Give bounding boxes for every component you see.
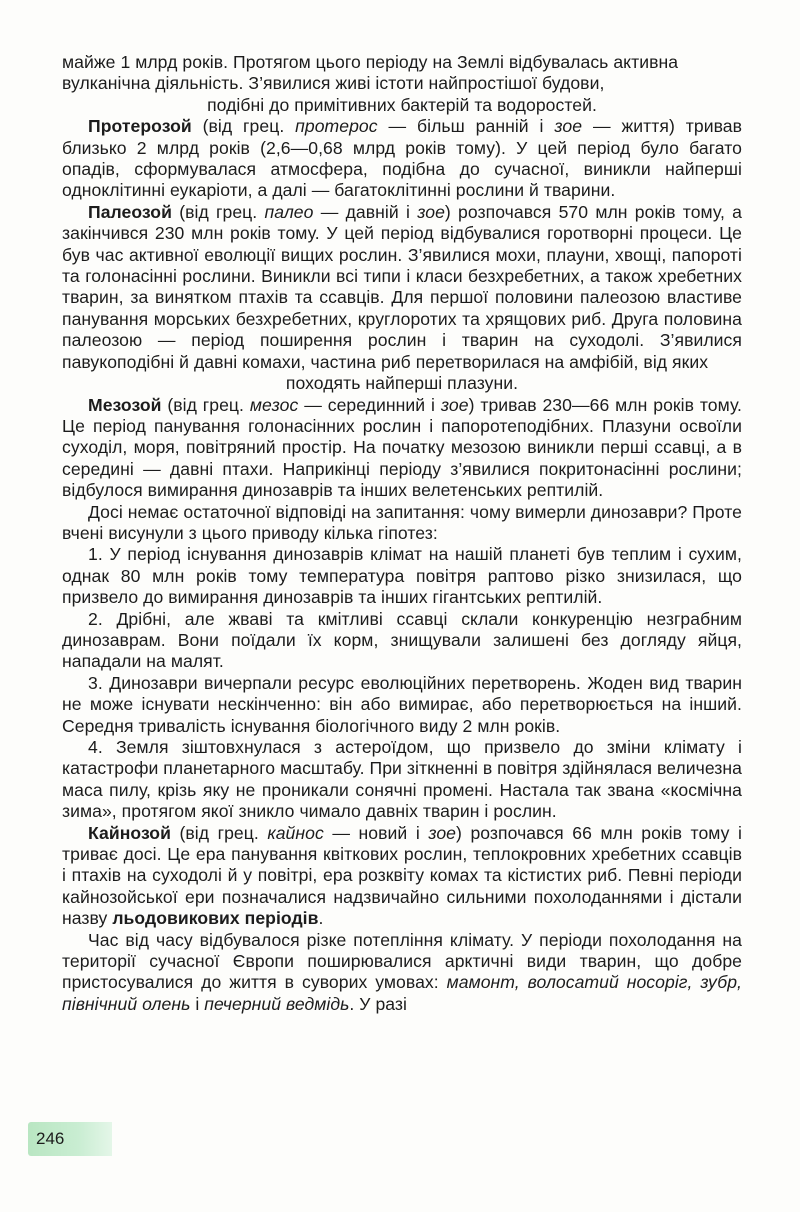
term-cenozoic: Кайнозой	[88, 822, 171, 843]
term-mesozoic: Мезозой	[88, 394, 162, 415]
hypothesis-item: 1. У період існування динозаврів клімат на нашій планеті був теплим і сухим, однак 80 млн років тому температура повітря раптово різко знизилася, що призвело до вимирання динозаврів та інших гігантських рептилій.	[62, 544, 742, 608]
intro-line: майже 1 млрд років. Протягом цього періоду на Землі відбувалась активна	[62, 52, 679, 72]
page-number-tab	[28, 1122, 112, 1156]
hypothesis-item: 2. Дрібні, але жваві та кмітливі ссавці склали конкуренцію незграбним динозаврам. Вони поїдали їх корм, знищували залишені без догляду яйця, нападали на малят.	[62, 608, 742, 672]
page-number: 246	[36, 1129, 65, 1148]
paragraph-paleozoic: Палеозой (від грец. палео — давній і зое) розпочався 570 млн років тому, а закінчився 230 млн років тому. У цей період відбувалися горотворні процеси. Це був час активної еволюції вищих рослин. З’явилися мохи, плауни, хвощі, папороті та голонасінні рослини. Виникли всі типи і класи безхребетних, а також хребетних тварин, за винятком птахів та ссавців. Для першої половини палеозою властиве панування морських безхребетних, круглоротих та хрящових риб. Друга половина палеозою — період поширення рослин і тварин на суходолі. З’явилися павукоподібні й давні комахи, частина риб перетворилася на амфібій, від яких	[62, 201, 742, 372]
term-proterozoic: Протерозой	[88, 116, 192, 137]
paragraph-question: Досі немає остаточної відповіді на запитання: чому вимерли динозаври? Проте вчені висунули з цього приводу кілька гіпотез:	[62, 501, 742, 543]
intro-line: вулканічна діяльність. З’явилися живі істоти найпростішої будови,	[62, 73, 605, 94]
hypothesis-item: 4. Земля зіштовхнулася з астероїдом, що призвело до зміни клімату і катастрофи планетарного масштабу. При зіткненні в повітря здійнялася величезна маса пилу, крізь яку не проникали сонячні промені. Настала так звана «космічна зима», протягом якої зникло чимало давніх тварин і рослин.	[62, 737, 742, 822]
paragraph-proterozoic: Протерозой (від грец. протерос — більш ранній і зое — життя) тривав близько 2 млрд років (2,6—0,68 млрд років тому). У цей період було багато опадів, сформувалася атмосфера, подібна до сучасної, виникли найперші одноклітинні еукаріоти, а далі — багатоклітинні рослини й тварини.	[62, 116, 742, 201]
paragraph-cenozoic: Кайнозой (від грец. кайнос — новий і зое) розпочався 66 млн років тому і триває досі. Це ера панування квіткових рослин, теплокровних хребетних ссавців і птахів на суходолі й у повітрі, ера розквіту комах та кістистих риб. Певні періоди кайнозойської ери позначалися надзвичайно сильними похолоданнями і дістали назву льодовикових періодів.	[62, 822, 742, 929]
term-paleozoic: Палеозой	[88, 201, 172, 222]
hypothesis-item: 3. Динозаври вичерпали ресурс еволюційних перетворень. Жоден вид тварин не може існувати нескінченно: він або вимирає, або перетворюється на інший. Середня тривалість існування біологічного виду 2 млн років.	[62, 672, 742, 736]
intro-line: подібні до примітивних бактерій та водоростей.	[207, 94, 597, 115]
term-ice-ages: льодовикових періодів	[112, 908, 319, 929]
paragraph-warming: Час від часу відбувалося різке потепління клімату. У періоди похолодання на території сучасної Європи поширювалися арктичні види тварин, що добре пристосувалися до життя в суворих умовах: мамонт, волосатий носоріг, зубр, північний олень і печерний ведмідь. У разі	[62, 929, 742, 1014]
paragraph-mesozoic: Мезозой (від грец. мезос — серединний і зое) тривав 230—66 млн років тому. Це період панування голонасінних рослин і папоротеподібних. Плазуни освоїли суходіл, моря, повітряний простір. На початку мезозою виникли перші ссавці, а в середині — давні птахи. Наприкінці періоду з’явилися покритонасінні рослини; відбулося вимирання динозаврів та інших велетенських рептилій.	[62, 394, 742, 501]
page-body-text	[62, 52, 742, 1015]
paragraph-paleozoic-last-line: походять найперші плазуни.	[285, 373, 519, 394]
